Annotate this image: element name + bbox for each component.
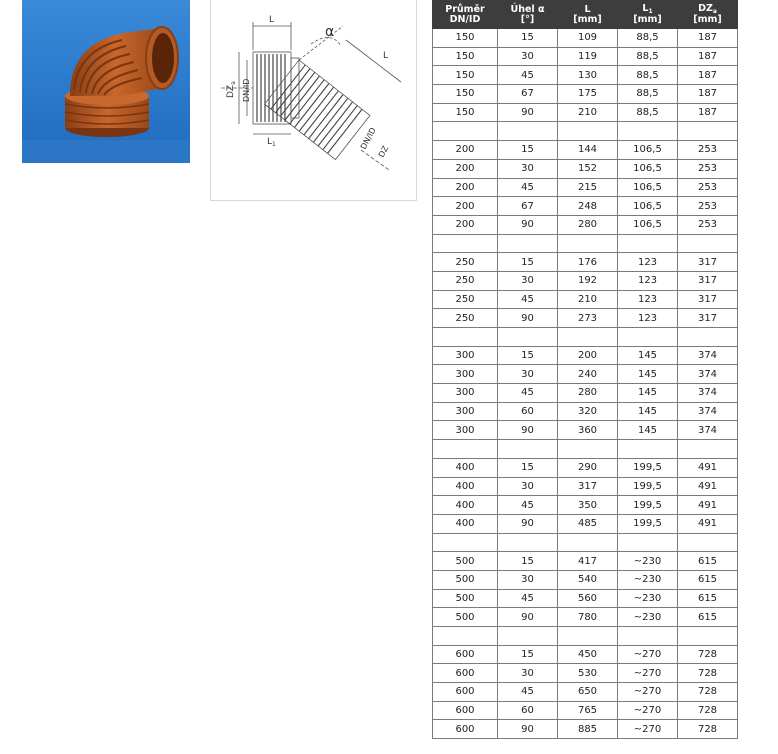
spec-table (432, 0, 738, 739)
header-length: L [mm] (558, 1, 618, 29)
cell-angle: 30 (498, 365, 558, 384)
table-row (433, 421, 738, 440)
cell-angle: 45 (498, 683, 558, 702)
cell-socket-length (618, 122, 678, 141)
cell-angle (498, 122, 558, 141)
cell-socket-length: 88,5 (618, 66, 678, 85)
cell-diameter (433, 122, 498, 141)
cell-socket-length (618, 627, 678, 646)
cell-length: 417 (558, 552, 618, 571)
cell-socket-length: 106,5 (618, 197, 678, 216)
cell-outer-diameter: 317 (678, 309, 738, 328)
cell-outer-diameter: 253 (678, 197, 738, 216)
cell-outer-diameter: 187 (678, 66, 738, 85)
cell-length: 350 (558, 496, 618, 515)
table-row (433, 328, 738, 347)
cell-diameter: 300 (433, 421, 498, 440)
cell-socket-length: 199,5 (618, 477, 678, 496)
cell-socket-length: ~230 (618, 552, 678, 571)
table-row (433, 29, 738, 48)
cell-socket-length: 106,5 (618, 178, 678, 197)
cell-length (558, 533, 618, 552)
cell-diameter: 600 (433, 720, 498, 739)
cell-length: 780 (558, 608, 618, 627)
cell-diameter: 250 (433, 309, 498, 328)
cell-length: 320 (558, 402, 618, 421)
table-row (433, 66, 738, 85)
cell-socket-length (618, 440, 678, 459)
table-row (433, 627, 738, 646)
cell-outer-diameter: 374 (678, 384, 738, 403)
header-outer-diameter: $DZ_a$ [mm] (678, 1, 738, 29)
cell-angle: 90 (498, 608, 558, 627)
cell-socket-length: 88,5 (618, 103, 678, 122)
cell-angle: 90 (498, 514, 558, 533)
label-outer-diameter-left: $DZ_a$ (226, 81, 237, 98)
table-row (433, 514, 738, 533)
label-diagonal-length: L (383, 51, 389, 61)
cell-angle: 45 (498, 290, 558, 309)
table-header-row (433, 1, 738, 29)
cell-angle: 45 (498, 589, 558, 608)
cell-angle: 15 (498, 458, 558, 477)
table-row (433, 234, 738, 253)
cell-length: 317 (558, 477, 618, 496)
cell-angle: 45 (498, 384, 558, 403)
table-row (433, 141, 738, 160)
cell-diameter: 200 (433, 141, 498, 160)
cell-length: 200 (558, 346, 618, 365)
cell-socket-length: ~270 (618, 664, 678, 683)
table-row (433, 402, 738, 421)
cell-diameter: 150 (433, 66, 498, 85)
cell-outer-diameter: 728 (678, 720, 738, 739)
cell-outer-diameter: 253 (678, 141, 738, 160)
cell-length: 119 (558, 47, 618, 66)
cell-diameter: 250 (433, 253, 498, 272)
cell-length (558, 627, 618, 646)
cell-socket-length (618, 533, 678, 552)
cell-length: 175 (558, 85, 618, 104)
cell-outer-diameter: 491 (678, 477, 738, 496)
cell-outer-diameter: 728 (678, 664, 738, 683)
cell-diameter: 600 (433, 683, 498, 702)
cell-socket-length (618, 328, 678, 347)
cell-angle: 30 (498, 47, 558, 66)
cell-outer-diameter: 253 (678, 178, 738, 197)
table-row (433, 178, 738, 197)
technical-drawing (210, 0, 417, 201)
table-row (433, 570, 738, 589)
cell-diameter (433, 627, 498, 646)
cell-length: 210 (558, 103, 618, 122)
cell-socket-length: 88,5 (618, 29, 678, 48)
cell-angle: 30 (498, 271, 558, 290)
table-row (433, 384, 738, 403)
table-row (433, 701, 738, 720)
cell-diameter: 200 (433, 178, 498, 197)
cell-socket-length: ~230 (618, 608, 678, 627)
cell-length: 450 (558, 645, 618, 664)
cell-length: 540 (558, 570, 618, 589)
cell-outer-diameter: 317 (678, 271, 738, 290)
cell-outer-diameter: 187 (678, 103, 738, 122)
cell-angle: 30 (498, 570, 558, 589)
cell-angle: 30 (498, 477, 558, 496)
cell-length (558, 328, 618, 347)
label-inner-diameter-right: DN/ID (358, 126, 378, 151)
table-row (433, 458, 738, 477)
cell-diameter: 500 (433, 570, 498, 589)
cell-angle: 45 (498, 496, 558, 515)
cell-length: 130 (558, 66, 618, 85)
table-row (433, 47, 738, 66)
table-row (433, 496, 738, 515)
cell-outer-diameter: 491 (678, 514, 738, 533)
cell-outer-diameter: 374 (678, 365, 738, 384)
cell-outer-diameter: 615 (678, 552, 738, 571)
cell-angle (498, 328, 558, 347)
cell-length: 192 (558, 271, 618, 290)
cell-outer-diameter (678, 533, 738, 552)
header-socket-length: $L_1$ [mm] (618, 1, 678, 29)
table-body (433, 29, 738, 739)
cell-diameter: 400 (433, 514, 498, 533)
cell-socket-length: 123 (618, 271, 678, 290)
cell-socket-length: ~270 (618, 720, 678, 739)
label-inner-diameter-left: DN/ID (242, 78, 251, 102)
cell-socket-length: 88,5 (618, 47, 678, 66)
cell-outer-diameter (678, 122, 738, 141)
table-row (433, 589, 738, 608)
cell-socket-length: 106,5 (618, 159, 678, 178)
cell-diameter: 400 (433, 477, 498, 496)
cell-length: 885 (558, 720, 618, 739)
cell-angle: 45 (498, 66, 558, 85)
cell-diameter: 400 (433, 458, 498, 477)
table-row (433, 477, 738, 496)
cell-angle: 90 (498, 103, 558, 122)
cell-socket-length: 106,5 (618, 215, 678, 234)
table-row (433, 290, 738, 309)
cell-diameter: 600 (433, 701, 498, 720)
cell-angle: 67 (498, 85, 558, 104)
cell-socket-length: ~270 (618, 701, 678, 720)
table-row (433, 309, 738, 328)
cell-diameter: 200 (433, 197, 498, 216)
cell-socket-length: 145 (618, 346, 678, 365)
cell-socket-length: 145 (618, 384, 678, 403)
cell-angle: 30 (498, 159, 558, 178)
cell-socket-length: 123 (618, 309, 678, 328)
table-row (433, 683, 738, 702)
cell-socket-length: 88,5 (618, 85, 678, 104)
cell-length (558, 122, 618, 141)
cell-angle: 30 (498, 664, 558, 683)
cell-socket-length: 199,5 (618, 514, 678, 533)
cell-outer-diameter: 187 (678, 47, 738, 66)
table-row (433, 85, 738, 104)
product-photo (22, 0, 190, 163)
cell-outer-diameter: 317 (678, 253, 738, 272)
cell-diameter: 150 (433, 29, 498, 48)
cell-diameter: 300 (433, 365, 498, 384)
cell-length: 485 (558, 514, 618, 533)
cell-angle: 90 (498, 720, 558, 739)
cell-diameter: 200 (433, 215, 498, 234)
cell-outer-diameter: 317 (678, 290, 738, 309)
cell-angle: 15 (498, 346, 558, 365)
cell-length: 210 (558, 290, 618, 309)
cell-angle: 15 (498, 253, 558, 272)
cell-length: 290 (558, 458, 618, 477)
cell-length (558, 440, 618, 459)
cell-outer-diameter (678, 234, 738, 253)
label-outer-diameter-right: DZ (376, 144, 391, 159)
cell-outer-diameter: 491 (678, 458, 738, 477)
label-angle: α (325, 24, 335, 40)
cell-socket-length: 199,5 (618, 496, 678, 515)
table-row (433, 645, 738, 664)
cell-length: 530 (558, 664, 618, 683)
cell-length: 144 (558, 141, 618, 160)
cell-length: 560 (558, 589, 618, 608)
cell-outer-diameter (678, 627, 738, 646)
cell-outer-diameter: 615 (678, 608, 738, 627)
table-row (433, 103, 738, 122)
cell-angle: 90 (498, 421, 558, 440)
table-row (433, 608, 738, 627)
header-angle: Úhel α [°] (498, 1, 558, 29)
cell-angle (498, 234, 558, 253)
cell-outer-diameter: 187 (678, 85, 738, 104)
cell-length: 765 (558, 701, 618, 720)
table-row (433, 346, 738, 365)
cell-length: 273 (558, 309, 618, 328)
cell-diameter: 150 (433, 47, 498, 66)
table-row (433, 122, 738, 141)
cell-outer-diameter: 253 (678, 215, 738, 234)
cell-socket-length: ~230 (618, 589, 678, 608)
cell-angle: 60 (498, 402, 558, 421)
cell-socket-length (618, 234, 678, 253)
cell-outer-diameter: 728 (678, 683, 738, 702)
table-row (433, 720, 738, 739)
cell-outer-diameter: 374 (678, 346, 738, 365)
cell-outer-diameter: 187 (678, 29, 738, 48)
cell-outer-diameter: 253 (678, 159, 738, 178)
cell-outer-diameter: 374 (678, 421, 738, 440)
cell-diameter: 250 (433, 290, 498, 309)
cell-diameter: 600 (433, 664, 498, 683)
cell-socket-length: ~270 (618, 683, 678, 702)
table-row (433, 440, 738, 459)
cell-angle: 15 (498, 29, 558, 48)
cell-diameter: 250 (433, 271, 498, 290)
cell-outer-diameter: 491 (678, 496, 738, 515)
cell-outer-diameter (678, 440, 738, 459)
table-row (433, 552, 738, 571)
cell-angle (498, 440, 558, 459)
cell-outer-diameter: 374 (678, 402, 738, 421)
cell-diameter: 400 (433, 496, 498, 515)
cell-angle (498, 627, 558, 646)
cell-angle: 45 (498, 178, 558, 197)
cell-length: 109 (558, 29, 618, 48)
table-row (433, 365, 738, 384)
cell-angle: 15 (498, 141, 558, 160)
cell-length: 215 (558, 178, 618, 197)
cell-diameter (433, 533, 498, 552)
cell-diameter: 150 (433, 103, 498, 122)
cell-length: 280 (558, 384, 618, 403)
table-row (433, 664, 738, 683)
table-row (433, 215, 738, 234)
cell-diameter (433, 234, 498, 253)
cell-angle: 90 (498, 215, 558, 234)
cell-socket-length: ~230 (618, 570, 678, 589)
cell-outer-diameter: 615 (678, 589, 738, 608)
cell-outer-diameter (678, 328, 738, 347)
table-row (433, 197, 738, 216)
cell-length: 248 (558, 197, 618, 216)
cell-outer-diameter: 728 (678, 701, 738, 720)
table-row (433, 271, 738, 290)
table-row (433, 253, 738, 272)
cell-diameter: 200 (433, 159, 498, 178)
cell-socket-length: 145 (618, 365, 678, 384)
cell-socket-length: 123 (618, 290, 678, 309)
cell-diameter: 500 (433, 552, 498, 571)
cell-length: 152 (558, 159, 618, 178)
cell-angle: 15 (498, 552, 558, 571)
cell-angle: 90 (498, 309, 558, 328)
cell-diameter: 150 (433, 85, 498, 104)
cell-diameter: 300 (433, 402, 498, 421)
table-row (433, 159, 738, 178)
cell-diameter (433, 328, 498, 347)
cell-angle: 60 (498, 701, 558, 720)
cell-diameter: 300 (433, 346, 498, 365)
cell-outer-diameter: 615 (678, 570, 738, 589)
cell-angle (498, 533, 558, 552)
cell-diameter: 500 (433, 608, 498, 627)
cell-length: 360 (558, 421, 618, 440)
cell-socket-length: 145 (618, 402, 678, 421)
cell-angle: 15 (498, 645, 558, 664)
cell-socket-length: 145 (618, 421, 678, 440)
table-row (433, 533, 738, 552)
cell-length: 650 (558, 683, 618, 702)
header-diameter: Průměr DN/ID (433, 1, 498, 29)
cell-diameter: 600 (433, 645, 498, 664)
cell-outer-diameter: 728 (678, 645, 738, 664)
cell-length: 280 (558, 215, 618, 234)
cell-diameter: 300 (433, 384, 498, 403)
cell-socket-length: 123 (618, 253, 678, 272)
cell-length: 240 (558, 365, 618, 384)
cell-diameter: 500 (433, 589, 498, 608)
cell-length: 176 (558, 253, 618, 272)
cell-socket-length: ~270 (618, 645, 678, 664)
cell-angle: 67 (498, 197, 558, 216)
cell-socket-length: 106,5 (618, 141, 678, 160)
cell-diameter (433, 440, 498, 459)
cell-length (558, 234, 618, 253)
label-top-length: L (269, 15, 275, 25)
label-socket-length: $L_1$ (267, 137, 276, 148)
cell-socket-length: 199,5 (618, 458, 678, 477)
